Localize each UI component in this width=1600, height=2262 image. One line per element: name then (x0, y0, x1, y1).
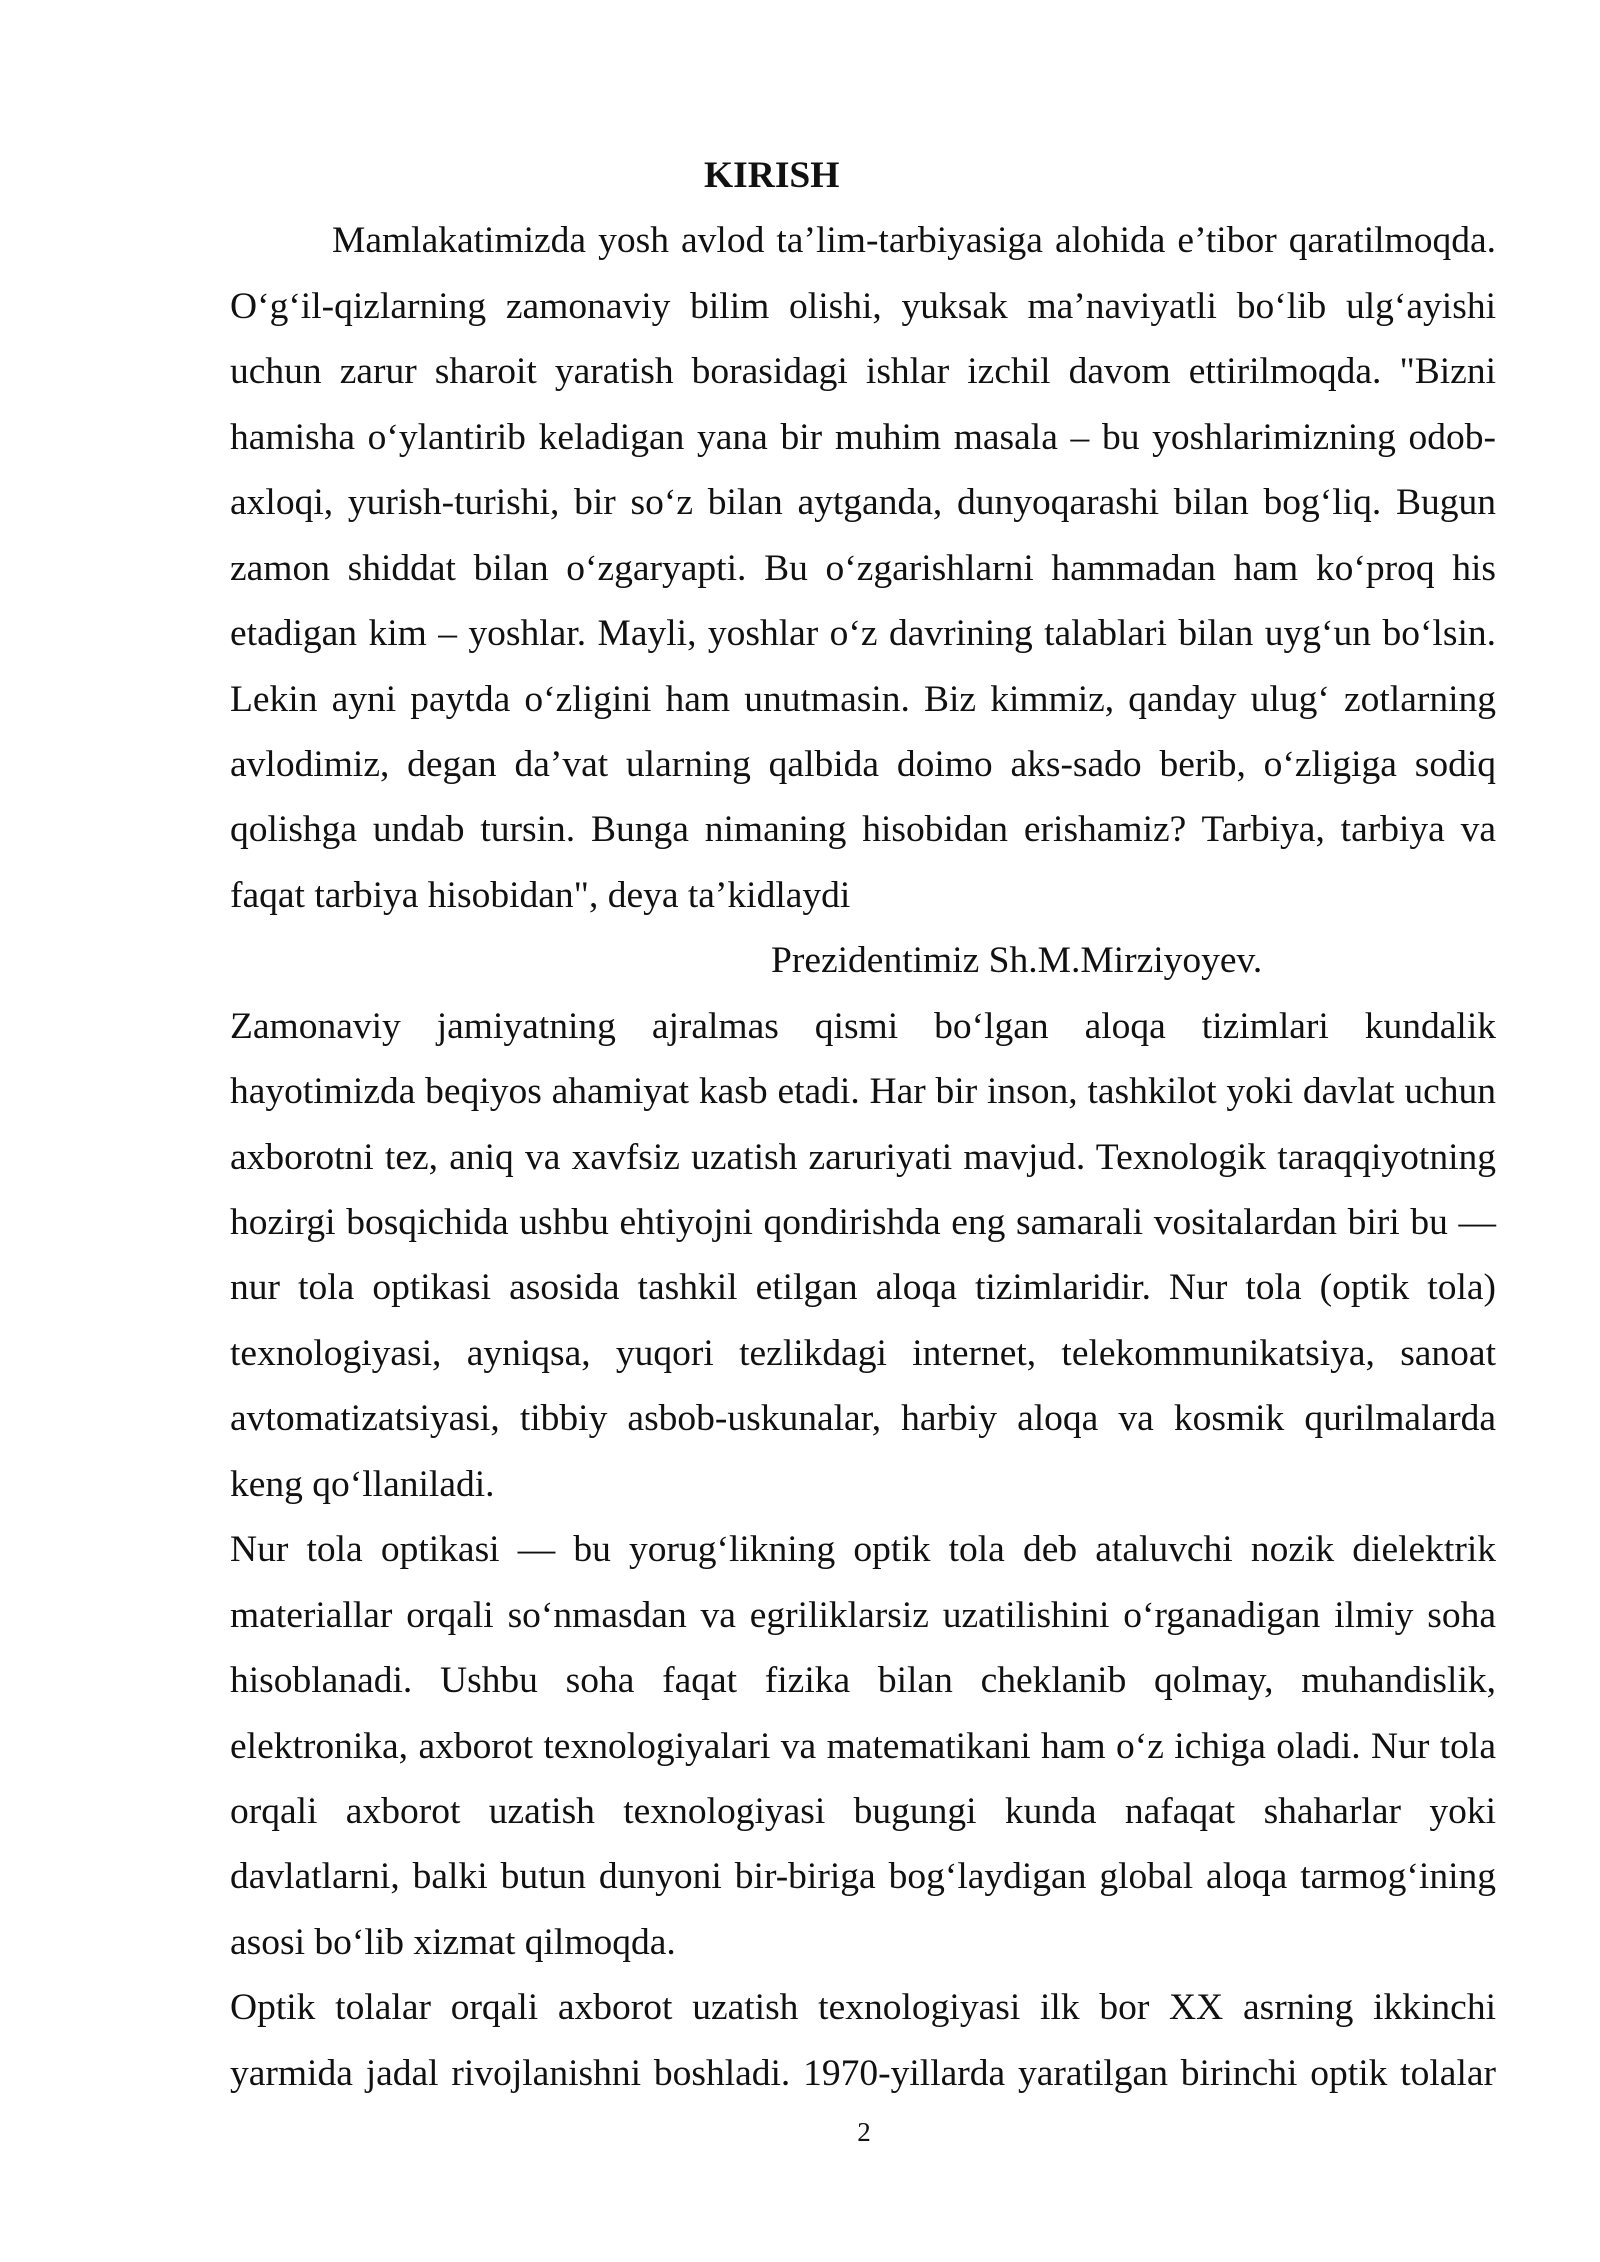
quote-paragraph (230, 208, 1496, 928)
text-line: etadigan kim – yoshlar. Mayli, yoshlar o‘z davrining talablari bilan uyg‘un bo‘lsin. (230, 613, 1496, 655)
text-line: texnologiyasi, ayniqsa, yuqori tezlikdagi internet, telekommunikatsiya, sanoat (230, 1332, 1496, 1374)
text-line: avlodimiz, degan da’vat ularning qalbida doimo aks-sado berib, o‘zligiga sodiq (230, 743, 1496, 785)
text-line: zamon shiddat bilan o‘zgaryapti. Bu o‘zgarishlarni hammadan ham ko‘proq his (230, 547, 1496, 589)
text-line: axborotni tez, aniq va xavfsiz uzatish zaruriyati mavjud. Texnologik taraqqiyotning (230, 1136, 1496, 1178)
text-line: Zamonaviy jamiyatning ajralmas qismi bo‘lgan aloqa tizimlari kundalik (230, 1005, 1496, 1047)
paragraph (230, 1517, 1496, 1975)
page-number: 2 (857, 2117, 871, 2147)
page-title: KIRISH (704, 155, 840, 196)
text-line: hozirgi bosqichida ushbu ehtiyojni qondirishda eng samarali vositalardan biri bu — (230, 1202, 1496, 1243)
text-line: elektronika, axborot texnologiyalari va matematikani ham o‘z ichiga oladi. Nur tola (230, 1725, 1496, 1767)
text-line: uchun zarur sharoit yaratish borasidagi ishlar izchil davom ettirilmoqda. "Bizni (230, 351, 1496, 393)
text-line: O‘g‘il-qizlarning zamonaviy bilim olishi, yuksak ma’naviyatli bo‘lib ulg‘ayishi (230, 285, 1496, 327)
text-line: yarmida jadal rivojlanishni boshladi. 1970-yillarda yaratilgan birinchi optik tolalar (230, 2052, 1496, 2094)
text-line: Nur tola optikasi — bu yorug‘likning optik tola deb ataluvchi nozik dielektrik (230, 1529, 1496, 1571)
text-line: asosi bo‘lib xizmat qilmoqda. (230, 1921, 676, 1963)
document-body (230, 143, 1496, 2106)
paragraph (230, 994, 1496, 1518)
text-line: hayotimizda beqiyos ahamiyat kasb etadi. Har bir inson, tashkilot yoki davlat uchun (230, 1071, 1496, 1113)
text-line: avtomatizatsiyasi, tibbiy asbob-uskunalar, harbiy aloqa va kosmik qurilmalarda (230, 1398, 1496, 1440)
text-line: materiallar orqali so‘nmasdan va egriliklarsiz uzatilishini o‘rganadigan ilmiy soha (230, 1594, 1496, 1636)
text-line: orqali axborot uzatish texnologiyasi bugungi kunda nafaqat shaharlar yoki (230, 1790, 1496, 1832)
text-line: davlatlarni, balki butun dunyoni bir-biriga bog‘laydigan global aloqa tarmog‘ining (230, 1856, 1496, 1898)
paragraph (230, 1975, 1496, 2106)
text-line: Optik tolalar orqali axborot uzatish texnologiyasi ilk bor XX asrning ikkinchi (230, 1987, 1496, 2029)
text-line: axloqi, yurish-turishi, bir so‘z bilan aytganda, dunyoqarashi bilan bog‘liq. Bugun (230, 482, 1496, 524)
text-line: nur tola optikasi asosida tashkil etilgan aloqa tizimlaridir. Nur tola (optik tola) (230, 1267, 1496, 1309)
text-line: keng qo‘llaniladi. (230, 1463, 495, 1505)
text-line: qolishga undab tursin. Bunga nimaning hisobidan erishamiz? Tarbiya, tarbiya va (230, 809, 1496, 851)
text-line: hamisha o‘ylantirib keladigan yana bir muhim masala – bu yoshlarimizning odob- (230, 416, 1496, 458)
text-line: faqat tarbiya hisobidan", deya ta’kidlaydi (230, 874, 851, 916)
text-line: hisoblanadi. Ushbu soha faqat fizika bilan cheklanib qolmay, muhandislik, (230, 1660, 1496, 1702)
text-line: Mamlakatimizda yosh avlod ta’lim-tarbiyasiga alohida e’tibor qaratilmoqda. (332, 220, 1496, 262)
text-line: Lekin ayni paytda o‘zligini ham unutmasin. Biz kimmiz, qanday ulug‘ zotlarning (230, 678, 1496, 720)
quote-attribution: Prezidentimiz Sh.M.Mirziyoyev. (771, 940, 1263, 982)
